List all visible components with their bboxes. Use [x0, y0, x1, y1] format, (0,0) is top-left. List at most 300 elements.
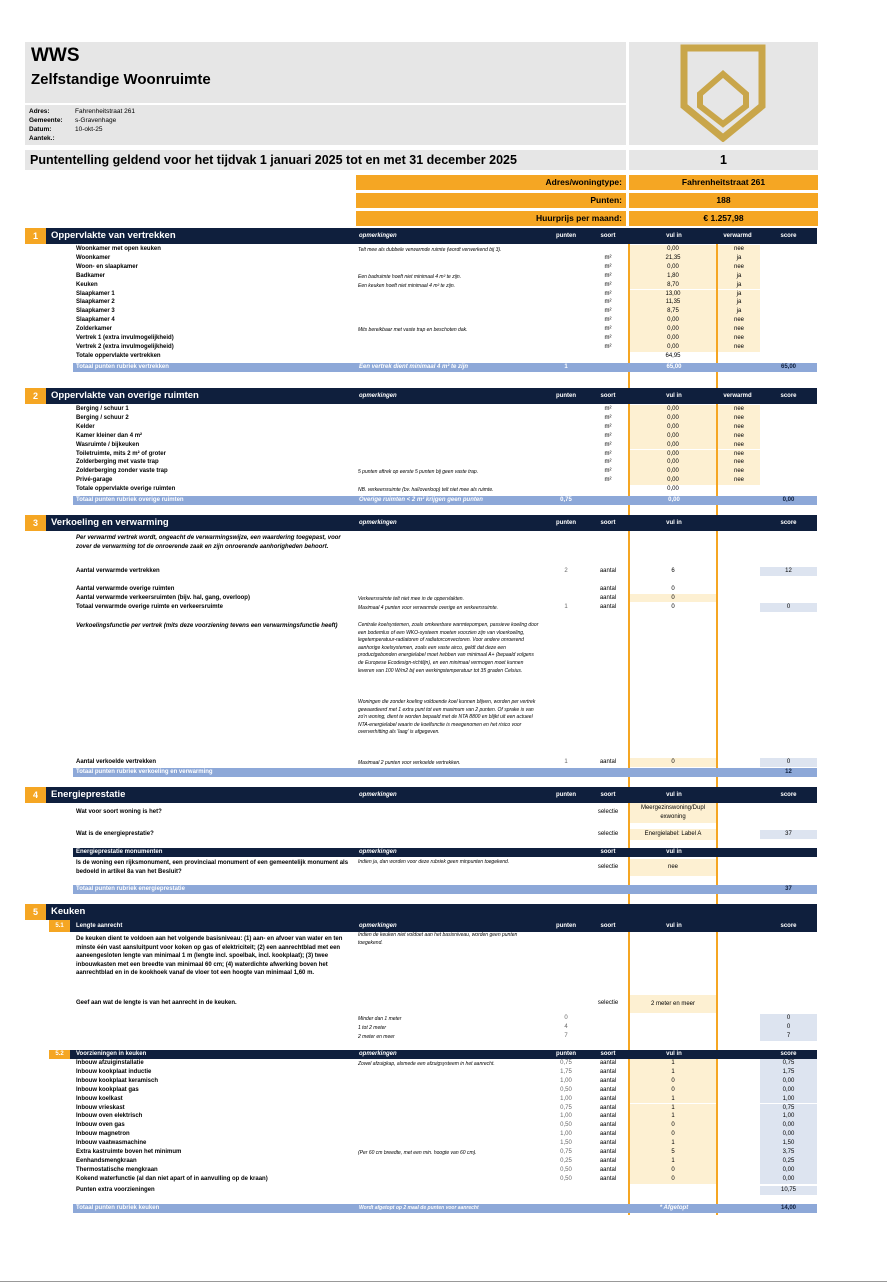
- room-area-input[interactable]: 0,00: [630, 405, 716, 414]
- section-number: 4: [25, 787, 46, 803]
- col-opmerkingen: opmerkingen: [359, 923, 397, 929]
- facility-unit: aantal: [599, 1131, 617, 1138]
- room-label: Kamer kleiner dan 4 m²: [76, 432, 143, 439]
- room-unit: m²: [604, 441, 612, 448]
- section5-total-label: Totaal punten rubriek keuken: [76, 1205, 160, 1211]
- cooled-rooms-points: 1: [564, 759, 568, 765]
- room-area-input[interactable]: 0,00: [630, 467, 716, 476]
- section4-total-bar: [73, 885, 817, 894]
- dwelling-type-select[interactable]: Meergezinswoning/Dupl exwoning: [630, 803, 716, 823]
- municipality-value: s-Gravenhage: [75, 117, 117, 124]
- room-label: Zolderkamer: [76, 326, 113, 333]
- address-label: Adres:: [29, 108, 50, 115]
- total-area-value: 64,95: [665, 352, 681, 359]
- facility-points: 1,00: [560, 1077, 572, 1084]
- length-option-points: 4: [564, 1024, 568, 1030]
- facility-unit: aantal: [599, 1175, 617, 1182]
- facility-unit: aantal: [599, 1104, 617, 1111]
- facility-label: Thermostatische mengkraan: [76, 1166, 158, 1173]
- col-score: score: [780, 1051, 797, 1057]
- monument-subheader: [73, 848, 817, 857]
- facility-label: Inbouw koelkast: [76, 1095, 123, 1102]
- extra-facilities-label: Punten extra voorzieningen: [76, 1187, 155, 1193]
- total-other-label: Totaal verwarmde overige ruimte en verkeersruimte: [76, 604, 223, 610]
- room-label: Slaapkamer 3: [76, 308, 115, 315]
- counter-length-label: Geef aan wat de lengte is van het aanrecht in de keuken.: [76, 1000, 237, 1006]
- subsection-number: 5.1: [49, 920, 70, 932]
- section-total-score: 65,00: [780, 363, 796, 370]
- room-unit: m²: [604, 326, 612, 333]
- room-heated-select[interactable]: ja: [718, 298, 760, 307]
- room-unit: m²: [604, 263, 612, 270]
- col-soort: soort: [600, 520, 616, 526]
- cooled-rooms-input[interactable]: 0: [630, 758, 716, 767]
- room-area-input[interactable]: 21,35: [630, 254, 716, 263]
- facility-label: Inbouw oven elektrisch: [76, 1113, 143, 1120]
- col-vul-in: vul in: [666, 393, 682, 399]
- room-heated-select[interactable]: nee: [718, 334, 760, 343]
- section-total-bar: [73, 363, 817, 372]
- room-unit: m²: [604, 343, 612, 350]
- extra-facilities-score: 10,75: [760, 1186, 817, 1195]
- facility-count-input[interactable]: 0: [630, 1077, 716, 1086]
- municipality-label: Gemeente:: [29, 117, 63, 124]
- facility-unit: aantal: [599, 1095, 617, 1102]
- col-punten: punten: [556, 393, 576, 399]
- total-other-unit: aantal: [599, 604, 617, 610]
- facility-score: 1,50: [760, 1139, 817, 1148]
- col-punten: punten: [556, 1051, 576, 1057]
- facility-score: 0,75: [760, 1059, 817, 1068]
- room-heated-select[interactable]: nee: [718, 405, 760, 414]
- room-label: Berging / schuur 2: [76, 414, 129, 421]
- facility-points: 1,00: [560, 1113, 572, 1120]
- facility-points: 1,00: [560, 1131, 572, 1138]
- heated-rooms-points: 2: [564, 568, 568, 574]
- facility-label: Kokend waterfunctie (al dan niet apart of in aanvulling op de kraan): [76, 1175, 268, 1182]
- monument-note: Indien ja, dan worden voor deze rubriek geen minpunten toegekend.: [358, 859, 510, 865]
- room-heated-select[interactable]: nee: [718, 325, 760, 334]
- facility-count-input[interactable]: 1: [630, 1068, 716, 1077]
- heated-rooms-unit: aantal: [599, 568, 617, 574]
- facility-unit: aantal: [599, 1157, 617, 1164]
- section-header-2: [25, 388, 817, 404]
- facility-count-input[interactable]: 1: [630, 1139, 716, 1148]
- facility-score: 0,00: [760, 1130, 817, 1139]
- heated-rooms-label: Aantal verwarmde vertrekken: [76, 568, 160, 574]
- room-label: Badkamer: [76, 272, 106, 279]
- page-bottom-rule: [0, 1281, 887, 1282]
- subsection-title: Lengte aanrecht: [76, 923, 123, 929]
- summary-rent-label: Huurprijs per maand:: [356, 211, 626, 226]
- other-rooms-label: Aantal verwarmde overige ruimten: [76, 586, 175, 592]
- room-area-input[interactable]: 0,00: [630, 432, 716, 441]
- room-area-input[interactable]: 0,00: [630, 334, 716, 343]
- room-heated-select[interactable]: nee: [718, 316, 760, 325]
- facility-count-input[interactable]: 1: [630, 1095, 716, 1104]
- facility-points: 1,00: [560, 1095, 572, 1102]
- room-heated-select[interactable]: ja: [718, 281, 760, 290]
- facility-unit: aantal: [599, 1140, 617, 1147]
- cooling-note-2: Woningen die zonder koeling voldoende koel kunnen blijven, worden per vertrek gewaardeerd met 1 extra punt tot een maximum van 2 punten. Of sprake is van zo'n woning, dient te worden bepaald met de NTA 8800 en blijkt uit een actueel NTA-energielabel waarin de koelfunctie is meegenomen en het risico voor oververhitting als 'laag' is afgegeven.: [358, 699, 536, 736]
- facility-label: Inbouw vaatwasmachine: [76, 1140, 147, 1147]
- section4-total-score: 37: [785, 886, 792, 892]
- col-soort: soort: [600, 923, 616, 929]
- room-unit: m²: [604, 423, 612, 430]
- facility-count-input[interactable]: 0: [630, 1175, 716, 1184]
- input-column-frame-right: [716, 228, 718, 1215]
- facility-note: (Per 60 cm breedte, met een min. hoogte van 60 cm).: [358, 1150, 477, 1156]
- room-heated-select[interactable]: nee: [718, 476, 760, 485]
- facility-label: Inbouw magnetron: [76, 1131, 130, 1138]
- section-title: Keuken: [51, 906, 86, 917]
- room-unit: m²: [604, 317, 612, 324]
- room-heated-select[interactable]: nee: [718, 467, 760, 476]
- cooled-rooms-note: Maximaal 2 punten voor verkoelde vertrekken.: [358, 760, 461, 766]
- room-note: 5 punten aftrek op eerste 5 punten bij geen vaste trap.: [358, 469, 479, 476]
- section5-total-score: 14,00: [780, 1205, 796, 1211]
- room-label: Slaapkamer 1: [76, 290, 115, 297]
- room-heated-select[interactable]: nee: [718, 343, 760, 352]
- section-title: Verkoeling en verwarming: [51, 517, 169, 528]
- col-punten: punten: [556, 233, 576, 239]
- section-header-3: [25, 515, 817, 531]
- room-unit: m²: [604, 281, 612, 288]
- room-area-input[interactable]: 0,00: [630, 414, 716, 423]
- room-unit: m²: [604, 450, 612, 457]
- col-opmerkingen: opmerkingen: [359, 393, 397, 399]
- facility-count-input[interactable]: 0: [630, 1121, 716, 1130]
- summary-rent-value: € 1.257,98: [629, 211, 818, 226]
- room-heated-select[interactable]: ja: [718, 290, 760, 299]
- monument-unit: selectie: [597, 864, 619, 870]
- section-header-5: [25, 904, 817, 920]
- room-unit: m²: [604, 272, 612, 279]
- traffic-rooms-input[interactable]: 0: [630, 594, 716, 602]
- facility-label: Inbouw afzuiginstallatie: [76, 1060, 144, 1066]
- room-note: Telt mee als dubbele verwarmde ruimte (wordt verwerkend bij 3).: [358, 247, 502, 253]
- monument-select[interactable]: nee: [630, 859, 716, 876]
- traffic-rooms-note: Verkeersruimte telt niet mee in de oppervlakten.: [358, 596, 464, 602]
- col-opmerkingen: opmerkingen: [359, 792, 397, 798]
- room-unit: m²: [604, 308, 612, 315]
- facility-note: Zowel afzuigkap, alsmede een afzuigsysteem in het aanrecht.: [358, 1061, 495, 1067]
- col-vul-in: vul in: [666, 233, 682, 239]
- total-other-points: 1: [564, 604, 568, 610]
- room-area-input[interactable]: 11,35: [630, 298, 716, 307]
- room-area-input[interactable]: 0,00: [630, 343, 716, 352]
- col-opmerkingen: opmerkingen: [359, 1051, 397, 1057]
- address-block: [25, 105, 626, 145]
- facility-label: Eenhandsmengkraan: [76, 1157, 137, 1164]
- facility-points: 0,50: [560, 1166, 572, 1173]
- dwelling-type-unit: selectie: [597, 809, 619, 815]
- room-unit: m²: [604, 477, 612, 484]
- facility-label: Inbouw oven gas: [76, 1122, 125, 1129]
- facility-score: 0,00: [760, 1166, 817, 1175]
- room-heated-select[interactable]: nee: [718, 450, 760, 459]
- room-label: Slaapkamer 2: [76, 299, 115, 306]
- room-label: Vertrek 1 (extra invulmogelijkheid): [76, 335, 174, 341]
- room-heated-select[interactable]: ja: [718, 307, 760, 316]
- col-soort: soort: [600, 792, 616, 798]
- col-score: score: [780, 792, 797, 798]
- counter-length-unit: selectie: [597, 1000, 619, 1006]
- facility-count-input[interactable]: 1: [630, 1157, 716, 1166]
- page-number: 1: [629, 150, 818, 170]
- total-other-value: 0: [671, 604, 675, 610]
- facility-points: 0,75: [560, 1060, 572, 1066]
- section5-total-note: Wordt afgetopt op 2 maal de punten voor aanrecht: [359, 1205, 479, 1211]
- room-heated-select[interactable]: ja: [718, 272, 760, 281]
- room-heated-select[interactable]: nee: [718, 414, 760, 423]
- facility-unit: aantal: [599, 1122, 617, 1129]
- room-area-input[interactable]: 0,00: [630, 325, 716, 334]
- col-vul-in: vul in: [666, 923, 682, 929]
- total-other-note: Maximaal 4 punten voor verwarmde overige en verkeersruimte.: [358, 605, 499, 611]
- room-label: Woonkamer met open keuken: [76, 246, 161, 252]
- dwelling-type-label: Wat voor soort woning is het?: [76, 809, 162, 815]
- col-soort: soort: [600, 233, 616, 239]
- facility-score: 0,75: [760, 1104, 817, 1113]
- room-area-input[interactable]: 8,70: [630, 281, 716, 290]
- section3-total-score: 12: [785, 769, 792, 775]
- section-total-bar: [73, 496, 817, 505]
- room-label: Keuken: [76, 281, 98, 288]
- col-soort: soort: [600, 849, 616, 855]
- room-area-input[interactable]: 0,00: [630, 263, 716, 272]
- kitchen-basis-note: Indien de keuken niet voldoet aan het basisniveau, worden geen punten toegekend.: [358, 932, 518, 946]
- energy-performance-unit: selectie: [597, 831, 619, 837]
- facility-count-input[interactable]: 0: [630, 1166, 716, 1175]
- energy-performance-score: 37: [760, 830, 817, 839]
- energy-performance-label: Wat is de energieprestatie?: [76, 831, 154, 837]
- room-heated-select[interactable]: nee: [718, 458, 760, 467]
- room-label: Woonkamer: [76, 254, 111, 261]
- facility-unit: aantal: [599, 1077, 617, 1084]
- room-heated-select[interactable]: nee: [718, 441, 760, 450]
- cooled-rooms-label: Aantal verkoelde vertrekken: [76, 759, 157, 765]
- kitchen-length-subheader: [49, 920, 817, 932]
- room-note: Mits bereikbaar met vaste trap en beschoten dak.: [358, 327, 468, 334]
- room-unit: m²: [604, 432, 612, 439]
- summary-address-value: Fahrenheitstraat 261: [629, 175, 818, 190]
- room-area-input[interactable]: 0,00: [630, 245, 716, 254]
- room-note: Een keuken hoeft niet minimaal 4 m² te zijn.: [358, 282, 455, 289]
- monument-label: Is de woning een rijksmonument, een provinciaal monument of een gemeentelijk monument als bedoeld in artikel 8a van het Besluit?: [76, 860, 349, 875]
- room-area-input[interactable]: 0,00: [630, 441, 716, 450]
- date-label: Datum:: [29, 126, 52, 133]
- room-heated-select[interactable]: nee: [718, 263, 760, 272]
- facility-score: 1,00: [760, 1095, 817, 1104]
- length-option-label: 1 tot 2 meter: [358, 1025, 387, 1031]
- col-score: score: [780, 520, 797, 526]
- app-title: WWS: [31, 45, 80, 66]
- room-label: Slaapkamer 4: [76, 317, 115, 324]
- facility-points: 1,50: [560, 1140, 572, 1147]
- subsection-number: 5.2: [49, 1050, 70, 1059]
- section-header-4: [25, 787, 817, 803]
- section-title: Oppervlakte van vertrekken: [51, 230, 176, 241]
- facility-score: 0,00: [760, 1077, 817, 1086]
- section-total-label: Totaal punten rubriek vertrekken: [76, 363, 169, 370]
- length-option-label: Minder dan 1 meter: [358, 1016, 402, 1022]
- col-vul-in: vul in: [666, 849, 682, 855]
- facility-points: 0,75: [560, 1104, 572, 1111]
- room-unit: m²: [604, 459, 612, 466]
- subsection-title: Voorzieningen in keuken: [76, 1051, 147, 1057]
- col-vul-in: vul in: [666, 520, 682, 526]
- address-value: Fahrenheitstraat 261: [75, 108, 135, 115]
- traffic-rooms-label: Aantal verwarmde verkeersruimten (bijv. hal, gang, overloop): [76, 595, 250, 601]
- room-area-input[interactable]: 0,00: [630, 458, 716, 467]
- facility-score: 0,25: [760, 1157, 817, 1166]
- room-area-input[interactable]: 0,00: [630, 316, 716, 325]
- room-unit: m²: [604, 414, 612, 421]
- section-header-1: [25, 228, 817, 244]
- facility-unit: aantal: [599, 1149, 617, 1155]
- facility-score: 1,75: [760, 1068, 817, 1077]
- cooling-note-1: Centrale koelsystemen, zoals omkeerbare warmtepompen, passieve koeling door een bodemlus of een WKO-systeem moeten voorzien zijn van vloerkoeling, legetemperatuur-radiatoren of radiatorconvectoren. Voor andere onroerend aanhorige koelsystemen, zoals een vaste airco, geldt dat deze een productgebonden energielabel moet hebben van minimaal A+ (bepaald volgens de Europese Ecodesign-richtlijn), en een minimaal vermogen moet kunnen leveren van 100 W/m2 bij een werkingstemperatuur tot 35 graden Celsius.: [358, 622, 539, 674]
- col-soort: soort: [600, 393, 616, 399]
- length-option-points: 0: [564, 1015, 568, 1021]
- room-area-input[interactable]: 0,00: [630, 476, 716, 485]
- cooled-rooms-unit: aantal: [599, 759, 617, 765]
- section-number: 3: [25, 515, 46, 531]
- other-rooms-unit: aantal: [599, 586, 617, 592]
- room-area-input[interactable]: 0,00: [630, 423, 716, 432]
- length-option-points: 7: [564, 1033, 568, 1039]
- facility-points: 1,75: [560, 1068, 572, 1075]
- length-option-score: 7: [760, 1032, 817, 1041]
- section-total-value: 65,00: [666, 363, 682, 370]
- col-score: score: [780, 233, 797, 239]
- col-soort: soort: [600, 1051, 616, 1057]
- section3-total-bar: [73, 768, 817, 777]
- col-punten: punten: [556, 792, 576, 798]
- col-punten: punten: [556, 520, 576, 526]
- total-area-label: Totale oppervlakte vertrekken: [76, 352, 161, 359]
- summary-address-label: Adres/woningtype:: [356, 175, 626, 190]
- section5-capped-flag: * Afgetopt: [659, 1205, 689, 1211]
- cooled-rooms-score: 0: [760, 758, 817, 767]
- room-unit: m²: [604, 335, 612, 341]
- facility-label: Inbouw kookplaat gas: [76, 1086, 139, 1093]
- kitchen-facilities-subheader: [49, 1050, 817, 1059]
- col-verwarmd: verwarmd: [723, 233, 752, 239]
- section-title: Energieprestatie: [51, 789, 126, 800]
- room-heated-select[interactable]: nee: [718, 423, 760, 432]
- app-subtitle: Zelfstandige Woonruimte: [31, 71, 211, 88]
- length-option-score: 0: [760, 1014, 817, 1023]
- col-vul-in: vul in: [666, 792, 682, 798]
- col-punten: punten: [556, 923, 576, 929]
- room-heated-select[interactable]: nee: [718, 432, 760, 441]
- section-title: Oppervlakte van overige ruimten: [51, 390, 199, 401]
- facility-points: 0,50: [560, 1086, 572, 1093]
- other-rooms-input[interactable]: 0: [671, 586, 675, 592]
- facility-unit: aantal: [599, 1113, 617, 1120]
- length-option-score: 0: [760, 1023, 817, 1032]
- header-title-block: [25, 42, 626, 103]
- room-unit: m²: [604, 254, 612, 261]
- room-unit: m²: [604, 290, 612, 297]
- room-label: Woon- en slaapkamer: [76, 263, 138, 270]
- room-area-input[interactable]: 13,00: [630, 290, 716, 299]
- room-heated-select[interactable]: nee: [718, 245, 760, 254]
- facility-count-input[interactable]: 1: [630, 1104, 716, 1113]
- facility-score: 0,00: [760, 1175, 817, 1184]
- room-label: Toiletruimte, mits 2 m² of groter: [76, 450, 166, 457]
- col-opmerkingen: opmerkingen: [359, 520, 397, 526]
- facility-label: Inbouw vrieskast: [76, 1104, 125, 1111]
- heated-rooms-score: 12: [760, 567, 817, 576]
- note-label: Aantek.:: [29, 135, 55, 142]
- facility-points: 0,50: [560, 1175, 572, 1182]
- facility-unit: aantal: [599, 1068, 617, 1075]
- section-total-score: 0,00: [782, 497, 795, 503]
- col-opmerkingen: opmerkingen: [359, 233, 397, 239]
- room-area-input[interactable]: 8,75: [630, 307, 716, 316]
- section5-total-bar: [73, 1204, 817, 1213]
- room-label: Berging / schuur 1: [76, 406, 129, 412]
- room-unit: m²: [604, 468, 612, 475]
- facility-score: 3,75: [760, 1148, 817, 1157]
- section-number: 2: [25, 388, 46, 404]
- facility-count-input[interactable]: 1: [630, 1059, 716, 1068]
- facility-points: 0,75: [560, 1149, 572, 1155]
- facility-count-input[interactable]: 5: [630, 1148, 716, 1157]
- facility-count-input[interactable]: 0: [630, 1130, 716, 1139]
- facility-score: 0,00: [760, 1086, 817, 1095]
- facility-points: 0,25: [560, 1157, 572, 1164]
- section-number: 5: [25, 904, 46, 920]
- summary-points-label: Punten:: [356, 193, 626, 208]
- section-total-label: Totaal punten rubriek overige ruimten: [76, 497, 184, 503]
- energy-performance-select[interactable]: Energielabel: Label A: [630, 829, 716, 840]
- col-vul-in: vul in: [666, 1051, 682, 1057]
- room-heated-select[interactable]: ja: [718, 254, 760, 263]
- room-label: Privé-garage: [76, 477, 113, 484]
- period-title: Puntentelling geldend voor het tijdvak 1 januari 2025 tot en met 31 december 2025: [25, 150, 626, 170]
- kitchen-basis-intro: De keuken dient te voldoen aan het volgende basisniveau: (1) aan- en afvoer van water en ten minste één vast aansluitpunt voor koken op gas of elektriciteit; (2) een aanrechtblad met een aaneengesloten lengte van minimaal 1 m (lengte incl. spoelbak, incl. kookplaat); (3) twee inbouwkasten met een breedte van minimaal 60 cm; (4) waterdichte afwerking boven het aanrechtblad en in de kookhoek vanaf de vloer tot een hoogte van minimaal 1,60 m.: [76, 936, 343, 977]
- section-total-points: 1: [564, 363, 568, 370]
- section3-total-label: Totaal punten rubriek verkoeling en verwarming: [76, 769, 213, 775]
- summary-points-value: 188: [629, 193, 818, 208]
- room-area-input[interactable]: 0,00: [630, 450, 716, 459]
- counter-length-select[interactable]: 2 meter en meer: [630, 995, 716, 1013]
- room-area-input[interactable]: 1,80: [630, 272, 716, 281]
- facility-label: Extra kastruimte boven het minimum: [76, 1149, 182, 1155]
- col-score: score: [780, 923, 797, 929]
- traffic-rooms-unit: aantal: [599, 595, 617, 601]
- room-label: Vertrek 2 (extra invulmogelijkheid): [76, 343, 174, 350]
- section3-intro: Per verwarmd vertrek wordt, ongeacht de verwarmingswijze, een waardering toegepast, voor zover de verwarming tot de onroerende zaak en zijn onroerende aanhorigheden behoort.: [76, 535, 341, 550]
- facility-count-input[interactable]: 1: [630, 1112, 716, 1121]
- total-area-value: 0,00: [667, 486, 679, 493]
- total-other-score: 0: [760, 603, 817, 612]
- facility-unit: aantal: [599, 1086, 617, 1093]
- heated-rooms-input[interactable]: 6: [671, 568, 675, 574]
- facility-count-input[interactable]: 0: [630, 1086, 716, 1095]
- room-label: Wasruimte / bijkeuken: [76, 441, 140, 448]
- col-opmerkingen: opmerkingen: [359, 849, 397, 855]
- col-verwarmd: verwarmd: [723, 393, 752, 399]
- col-score: score: [780, 393, 797, 399]
- section-total-value: 0,00: [668, 497, 680, 503]
- monument-subheader-title: Energieprestatie monumenten: [76, 849, 163, 855]
- facility-points: 0,50: [560, 1122, 572, 1129]
